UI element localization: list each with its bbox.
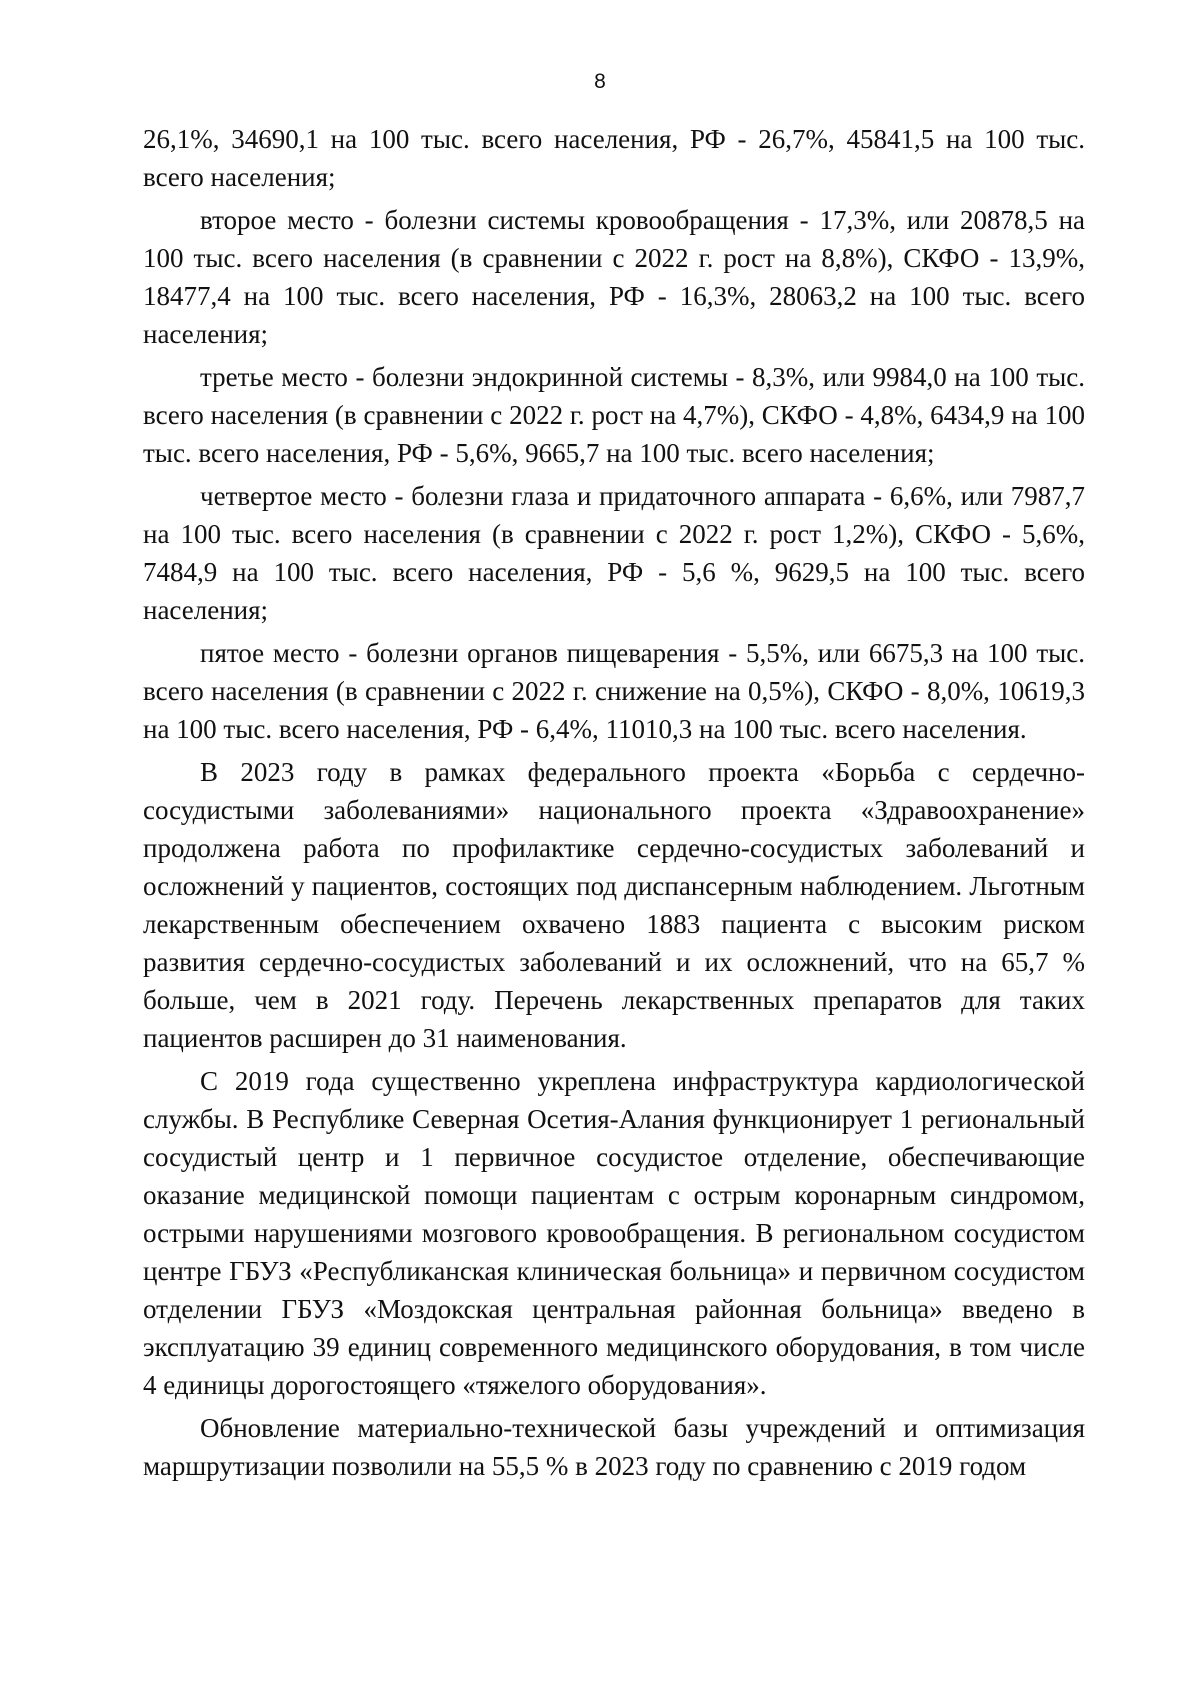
paragraph-second-place: второе место - болезни системы кровообращения - 17,3%, или 20878,5 на 100 тыс. всего населения (в сравнении с 2022 г. рост на 8,8%), СКФО - 13,9%, 18477,4 на 100 тыс. всего населения, РФ - 16,3%, 28063,2 на 100 тыс. всего населения;	[143, 205, 1085, 349]
paragraph-continuation: 26,1%, 34690,1 на 100 тыс. всего населения, РФ - 26,7%, 45841,5 на 100 тыс. всего населения;	[143, 124, 1085, 192]
paragraph-federal-project: В 2023 году в рамках федерального проекта «Борьба с сердечно-сосудистыми заболеваниями» национального проекта «Здравоохранение» продолжена работа по профилактике сердечно-сосудистых заболеваний и осложнений у пациентов, состоящих под диспансерным наблюдением. Льготным лекарственным обеспечением охвачено 1883 пациента с высоким риском развития сердечно-сосудистых заболеваний и их осложнений, что на 65,7 % больше, чем в 2021 году. Перечень лекарственных препаратов для таких пациентов расширен до 31 наименования.	[143, 757, 1085, 1053]
paragraph-third-place: третье место - болезни эндокринной системы - 8,3%, или 9984,0 на 100 тыс. всего населения (в сравнении с 2022 г. рост на 4,7%), СКФО - 4,8%, 6434,9 на 100 тыс. всего населения, РФ - 5,6%, 9665,7 на 100 тыс. всего населения;	[143, 362, 1085, 468]
paragraph-cardiology-infrastructure: С 2019 года существенно укреплена инфраструктура кардиологической службы. В Республике Северная Осетия-Алания функционирует 1 региональный сосудистый центр и 1 первичное сосудистое отделение, обеспечивающие оказание медицинской помощи пациентам с острым коронарным синдромом, острыми нарушениями мозгового кровообращения. В региональном сосудистом центре ГБУЗ «Республиканская клиническая больница» и первичном сосудистом отделении ГБУЗ «Моздокская центральная районная больница» введено в эксплуатацию 39 единиц современного медицинского оборудования, в том числе 4 единицы дорогостоящего «тяжелого оборудования».	[143, 1066, 1085, 1400]
paragraph-routing-optimization: Обновление материально-технической базы учреждений и оптимизация маршрутизации позволили на 55,5 % в 2023 году по сравнению с 2019 годом	[143, 1413, 1085, 1481]
paragraph-fifth-place: пятое место - болезни органов пищеварения - 5,5%, или 6675,3 на 100 тыс. всего населения (в сравнении с 2022 г. снижение на 0,5%), СКФО - 8,0%, 10619,3 на 100 тыс. всего населения, РФ - 6,4%, 11010,3 на 100 тыс. всего населения.	[143, 638, 1085, 744]
paragraph-fourth-place: четвертое место - болезни глаза и придаточного аппарата - 6,6%, или 7987,7 на 100 тыс. всего населения (в сравнении с 2022 г. рост 1,2%), СКФО - 5,6%, 7484,9 на 100 тыс. всего населения, РФ - 5,6 %, 9629,5 на 100 тыс. всего населения;	[143, 481, 1085, 625]
page-number: 8	[594, 70, 606, 93]
document-body	[143, 120, 1085, 1490]
